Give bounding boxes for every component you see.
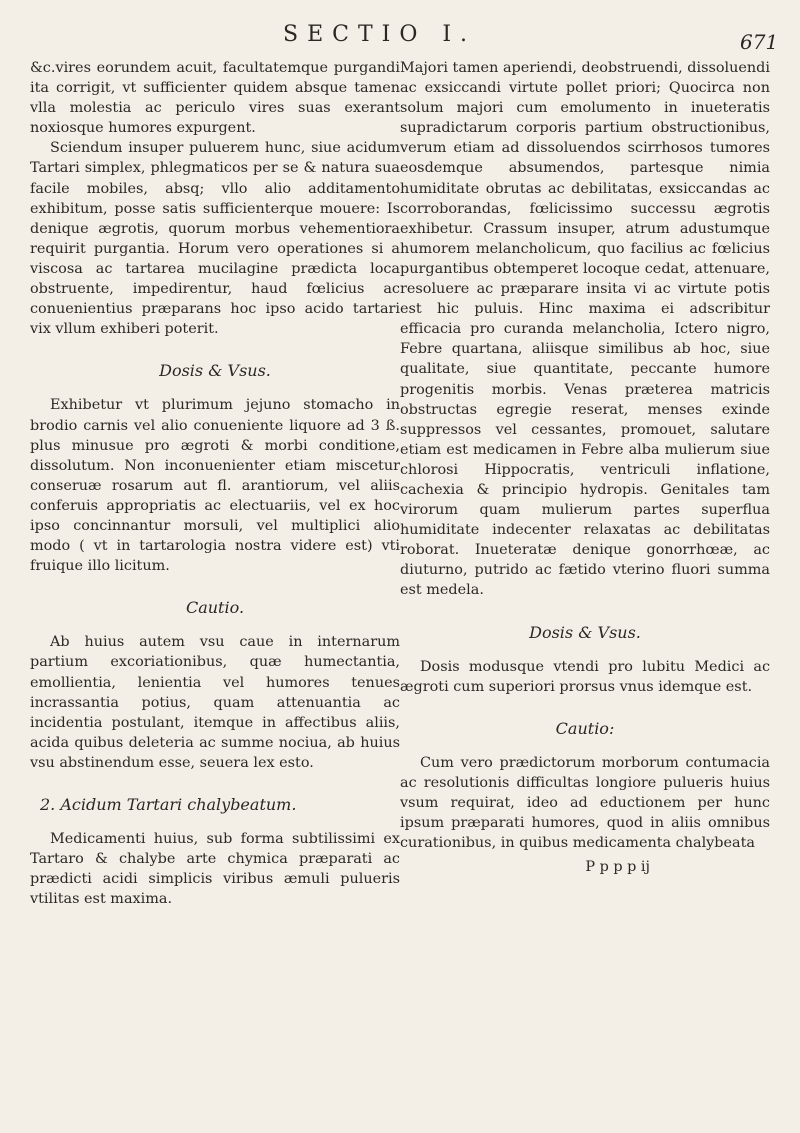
paragraph: Sciendum insuper puluerem hunc, siue acidum Tartari simplex, phlegmaticos per se & natura sua facile mobiles, absq; vllo alio additamento exhibitum, posse satis sufficienterque mouere: Is denique ægrotis, quorum morbus vehementiora requirit purgantia. Horum vero operationes si a viscosa ac tartarea mucilagine prædicta loca obstruente, impedirentur, haud fœlicius ac conuenientius præparans hoc ipso acido tartari vix vllum exhiberi poterit. [30, 140, 400, 338]
section-heading: Cautio: [555, 718, 615, 738]
paragraph: Dosis modusque vtendi pro lubitu Medici ac ægroti cum superiori prorsus vnus idemque est. [400, 658, 770, 695]
signature-mark: P p p p ij [585, 859, 650, 876]
running-head: SECTIO I. [283, 22, 477, 47]
paragraph: Ab huius autem vsu caue in internarum partium excoriationibus, quæ humectantia, emollientia, lenientia vel humores tenues incrassantia potius, quam attenuantia ac incidentia postulant, itemque in affectibus aliis, acida quibus deleteria ac summe nociua, ab huius vsu abstinendum esse, seuera lex esto. [30, 634, 400, 771]
paragraph: Majori tamen aperiendi, deobstruendi, dissoluendi ac exsiccandi virtute pollet priori; Quocirca non solum majori cum emolumento in inueteratis supradictarum corporis partium obstructionibus, verum etiam ad dissoluendos scirrhosos tumores eosdemque absumendos, partesque nimia humiditate obrutas ac debilitatas, exsiccandas ac corroborandas, fœlicissimo successu ægrotis exhibetur. Crassum insuper, atrum adustumque humorem melancholicum, quo facilius ac fœlicius purgantibus obtemperet locoque cedat, attenuare, resoluere ac præparare insita vi ac virtute potis est hic puluis. Hinc maxima ei adscribitur efficacia pro curanda melancholia, Ictero nigro, Febre quartana, aliisque similibus ab hoc, siue qualitate, siue quantitate, peccante humore progenitis morbis. Venas præterea matricis obstructas egregie reserat, menses exinde suppressos vel cessantes, promouet, salutare etiam est medicamen in Febre alba mulierum siue chlorosi Hippocratis, ventriculi inflatione, cachexia & principio hydropis. Genitales tam virorum quam mulierum partes superflua humiditate indecenter relaxatas ac debilitatas roborat. Inueteratæ denique gonorrhœæ, ac diuturno, putrido ac fætido vterino fluori summa est medela. [400, 60, 770, 599]
paragraph: Cum vero prædictorum morborum contumacia ac resolutionis difficultas longiore pulueris huius vsum requirat, ideo ad eductionem per hunc ipsum præparati humores, quod in aliis omnibus curationibus, in quibus medicamenta chalybeata [400, 754, 770, 852]
paragraph: Medicamenti huius, sub forma subtilissimi ex Tartaro & chalybe arte chymica præparati ac prædicti acidi simplicis viribus æmuli pulueris vtilitas est maxima. [30, 831, 400, 908]
left-column [30, 58, 400, 909]
section-heading: Dosis & Vsus. [159, 361, 271, 381]
page-header [0, 22, 800, 52]
section-heading: Cautio. [185, 598, 245, 618]
section-heading: Dosis & Vsus. [529, 622, 641, 642]
section-heading: 2. Acidum Tartari chalybeatum. [40, 795, 297, 814]
paragraph: &c.vires eorundem acuit, facultatemque purgandi ita corrigit, vt sufficienter quidem absque tamen vlla molestia ac periculo vires suas exerant noxiosque humores expurgent. [30, 60, 400, 137]
right-column [400, 58, 770, 877]
paragraph: Exhibetur vt plurimum jejuno stomacho in brodio carnis vel alio conueniente liquore ad 3 ß. plus minusue pro ægroti & morbi conditione, dissolutum. Non inconuenienter etiam miscetur conseruæ rosarum aut fl. arantiorum, vel aliis conferuis appropriatis ac electuariis, vel ex hoc ipso concinnantur morsuli, vel multiplici alio modo ( vt in tartarologia nostra videre est) vti fruique illo licitum. [30, 397, 400, 575]
page-number: 671 [740, 30, 779, 54]
